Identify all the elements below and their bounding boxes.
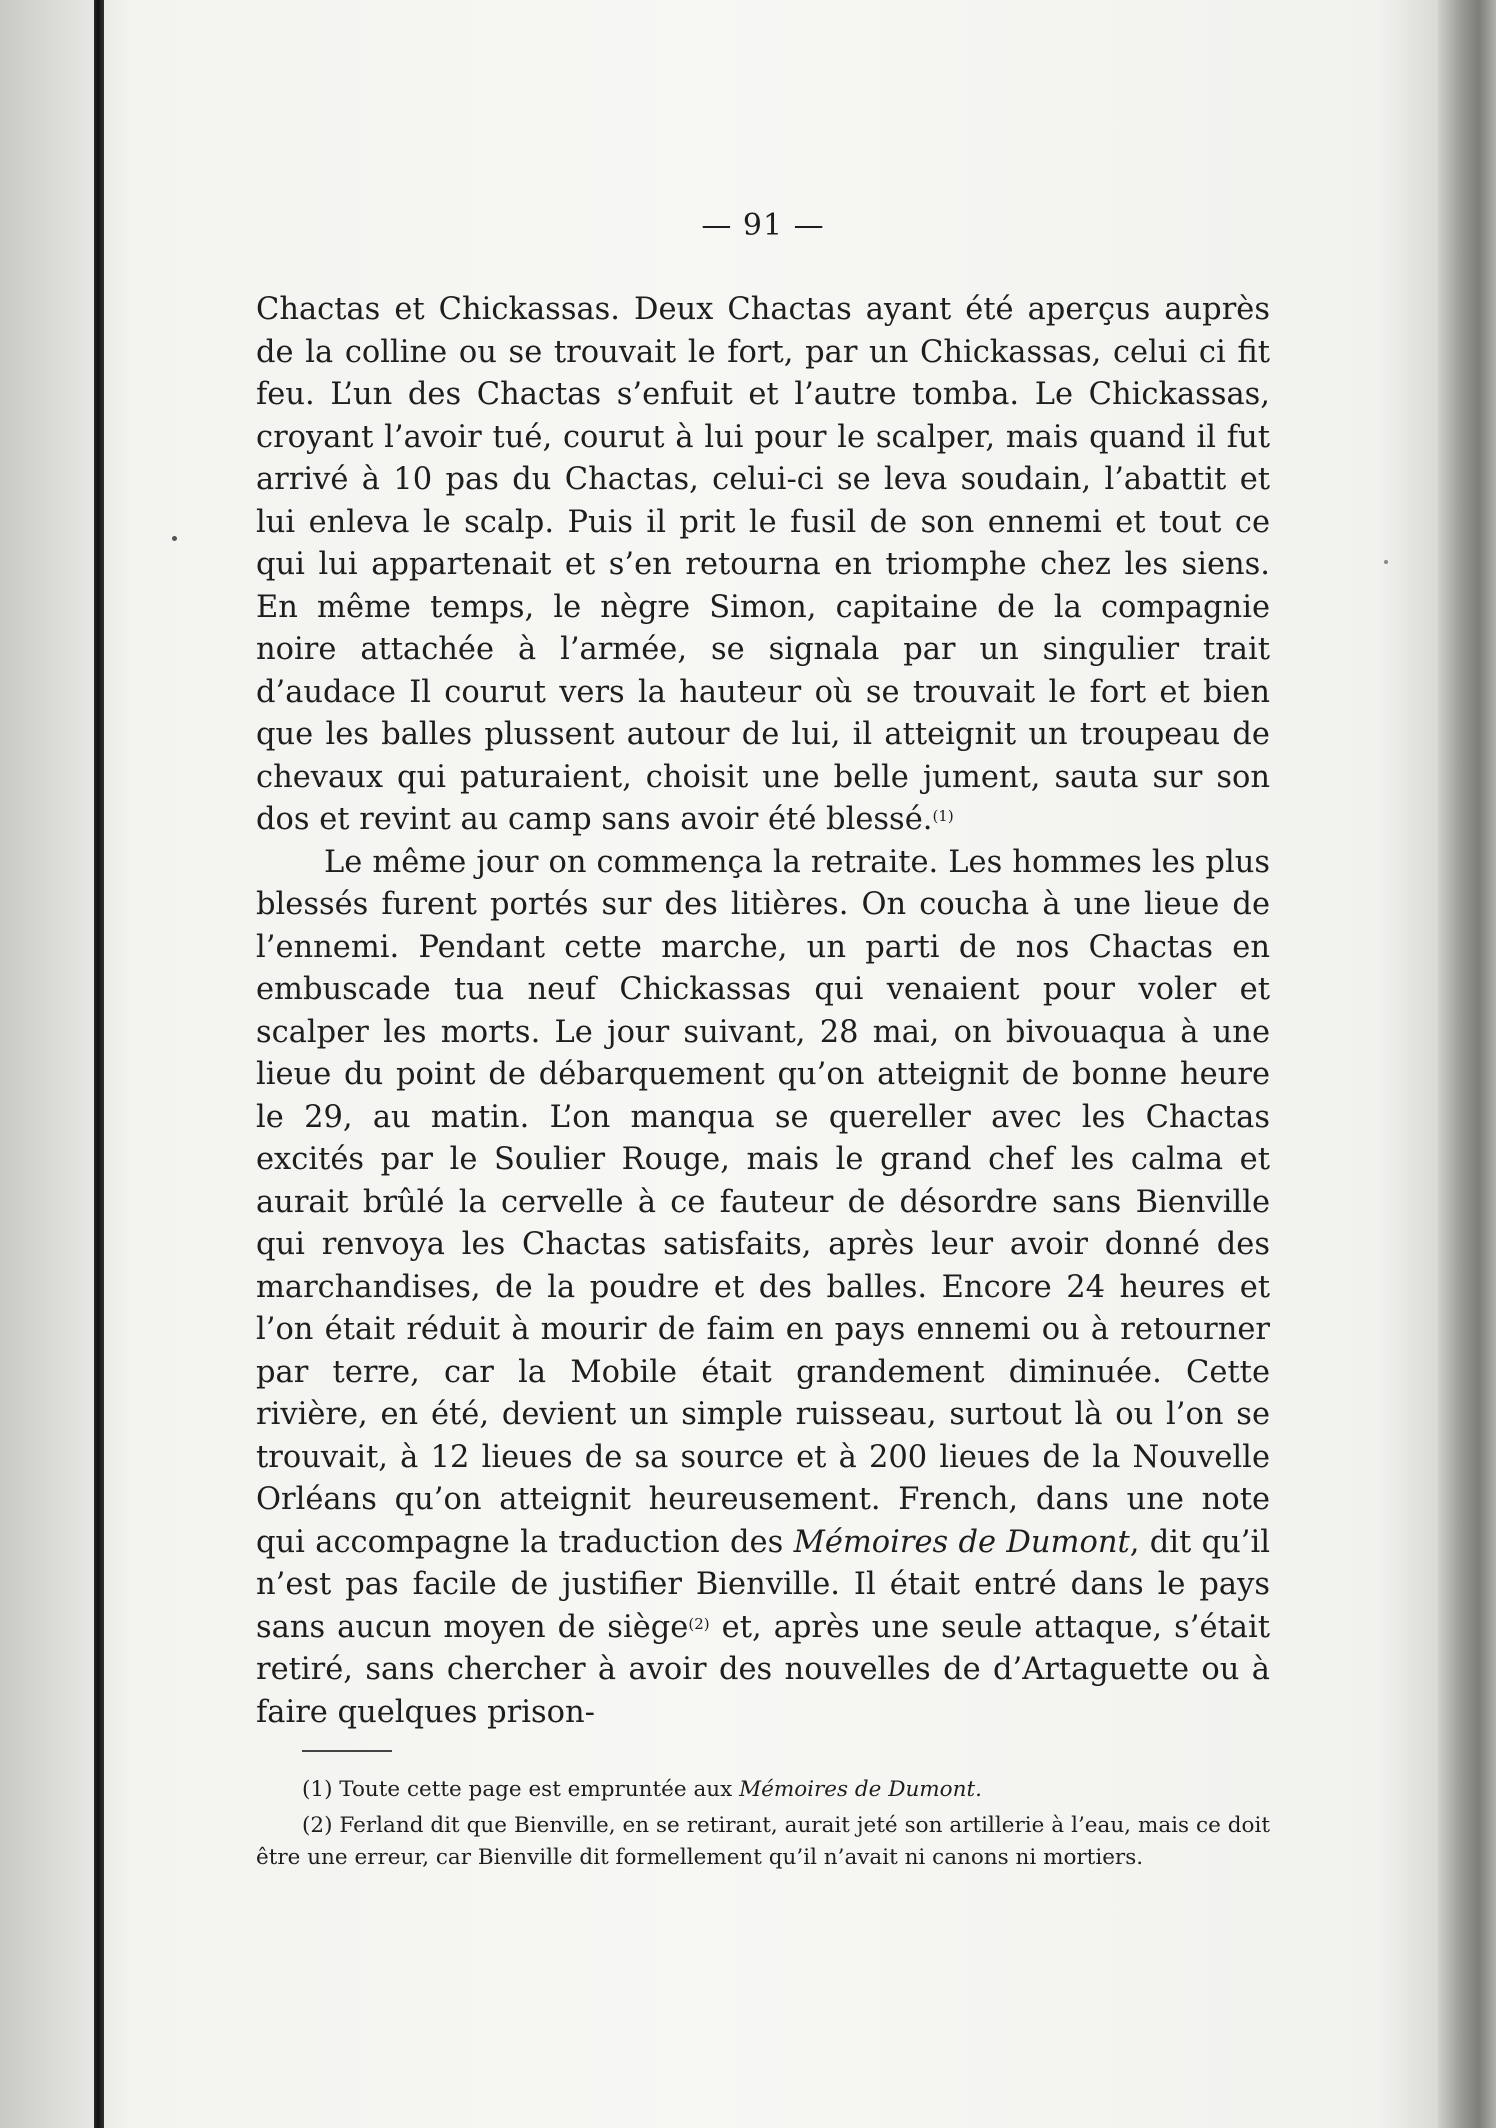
footnote-2: (2) Ferland dit que Bienville, en se retirant, aurait jeté son artillerie à l’eau, mais ce doit être une erreur, car Bienville dit formellement qu’il n’avait ni canons ni mortiers. xyxy=(256,1813,1270,1870)
footnote-separator xyxy=(302,1750,392,1752)
footnote-1 xyxy=(256,1774,1270,1806)
page-number: — 91 — xyxy=(701,208,825,243)
text-block xyxy=(256,208,1270,1874)
paragraph-2-text-c: et, après une seule attaque, s’était retiré, sans chercher à avoir des nouvelles de d’Artaguette ou à faire quelques prison- xyxy=(256,1609,1271,1730)
scan-speck xyxy=(172,536,177,541)
footnote-1-title: Mémoires de Dumont. xyxy=(739,1777,982,1802)
scan-speck xyxy=(1384,560,1388,564)
book-title: Mémoires de Dumont xyxy=(793,1524,1130,1560)
footnotes xyxy=(256,1774,1270,1874)
footnote-ref-1: (1) xyxy=(932,807,954,825)
paragraph-1 xyxy=(256,289,1270,842)
body-text xyxy=(256,289,1270,1734)
footnote-1-text: (1) Toute cette page est empruntée aux xyxy=(302,1777,740,1802)
footnote-ref-2: (2) xyxy=(688,1614,710,1633)
paragraph-2-text-b: , dit qu’il n’est pas facile de justifier Bienville. Il était entré dans le pays sans aucun moyen de siège xyxy=(256,1524,1270,1645)
paragraph-2-text-a: Le même jour on commença la retraite. Les hommes les plus blessés furent portés sur des litières. On coucha à une lieue de l’ennemi. Pendant cette marche, un parti de nos Chactas en embuscade tua neuf Chickassas qui venaient pour voler et scalper les morts. Le jour suivant, 28 mai, on bivouaqua à une lieue du point de débarquement qu’on atteignit de bonne heure le 29, au matin. L’on manqua se quereller avec les Chactas excités par le Soulier Rouge, mais le grand chef les calma et aurait brûlé la cervelle à ce fauteur de désordre sans Bienville qui renvoya les Chactas satisfaits, après leur avoir donné des marchandises, de la poudre et des balles. Encore 24 heures et l’on était réduit à mourir de faim en pays ennemi ou à retourner par terre, car la Mobile était grandement diminuée. Cette rivière, en été, devient un simple ruisseau, surtout là ou l’on se trouvait, à 12 lieues de sa source et à 200 lieues de la Nouvelle Orléans qu’on atteignit heureusement. French, dans une note qui accompagne la traduction des xyxy=(256,844,1270,1560)
paragraph-2 xyxy=(256,842,1270,1735)
paragraph-1-text: Chactas et Chickassas. Deux Chactas ayant été aperçus auprès de la colline ou se trouvait le fort, par un Chickassas, celui ci fit feu. L’un des Chactas s’enfuit et l’autre tomba. Le Chickassas, croyant l’avoir tué, courut à lui pour le scalper, mais quand il fut arrivé à 10 pas du Chactas, celui-ci se leva soudain, l’abattit et lui enleva le scalp. Puis il prit le fusil de son ennemi et tout ce qui lui appartenait et s’en retourna en triomphe chez les siens. En même temps, le nègre Simon, capitaine de la compagnie noire attachée à l’armée, se signala par un singulier trait d’audace Il courut vers la hauteur où se trouvait le fort et bien que les balles plussent autour de lui, il atteignit un troupeau de chevaux qui paturaient, choisit une belle jument, sauta sur son dos et revint au camp sans avoir été blessé. xyxy=(256,292,1270,837)
binding-gutter xyxy=(94,0,104,2128)
page-edge-shadow xyxy=(1438,0,1496,2128)
